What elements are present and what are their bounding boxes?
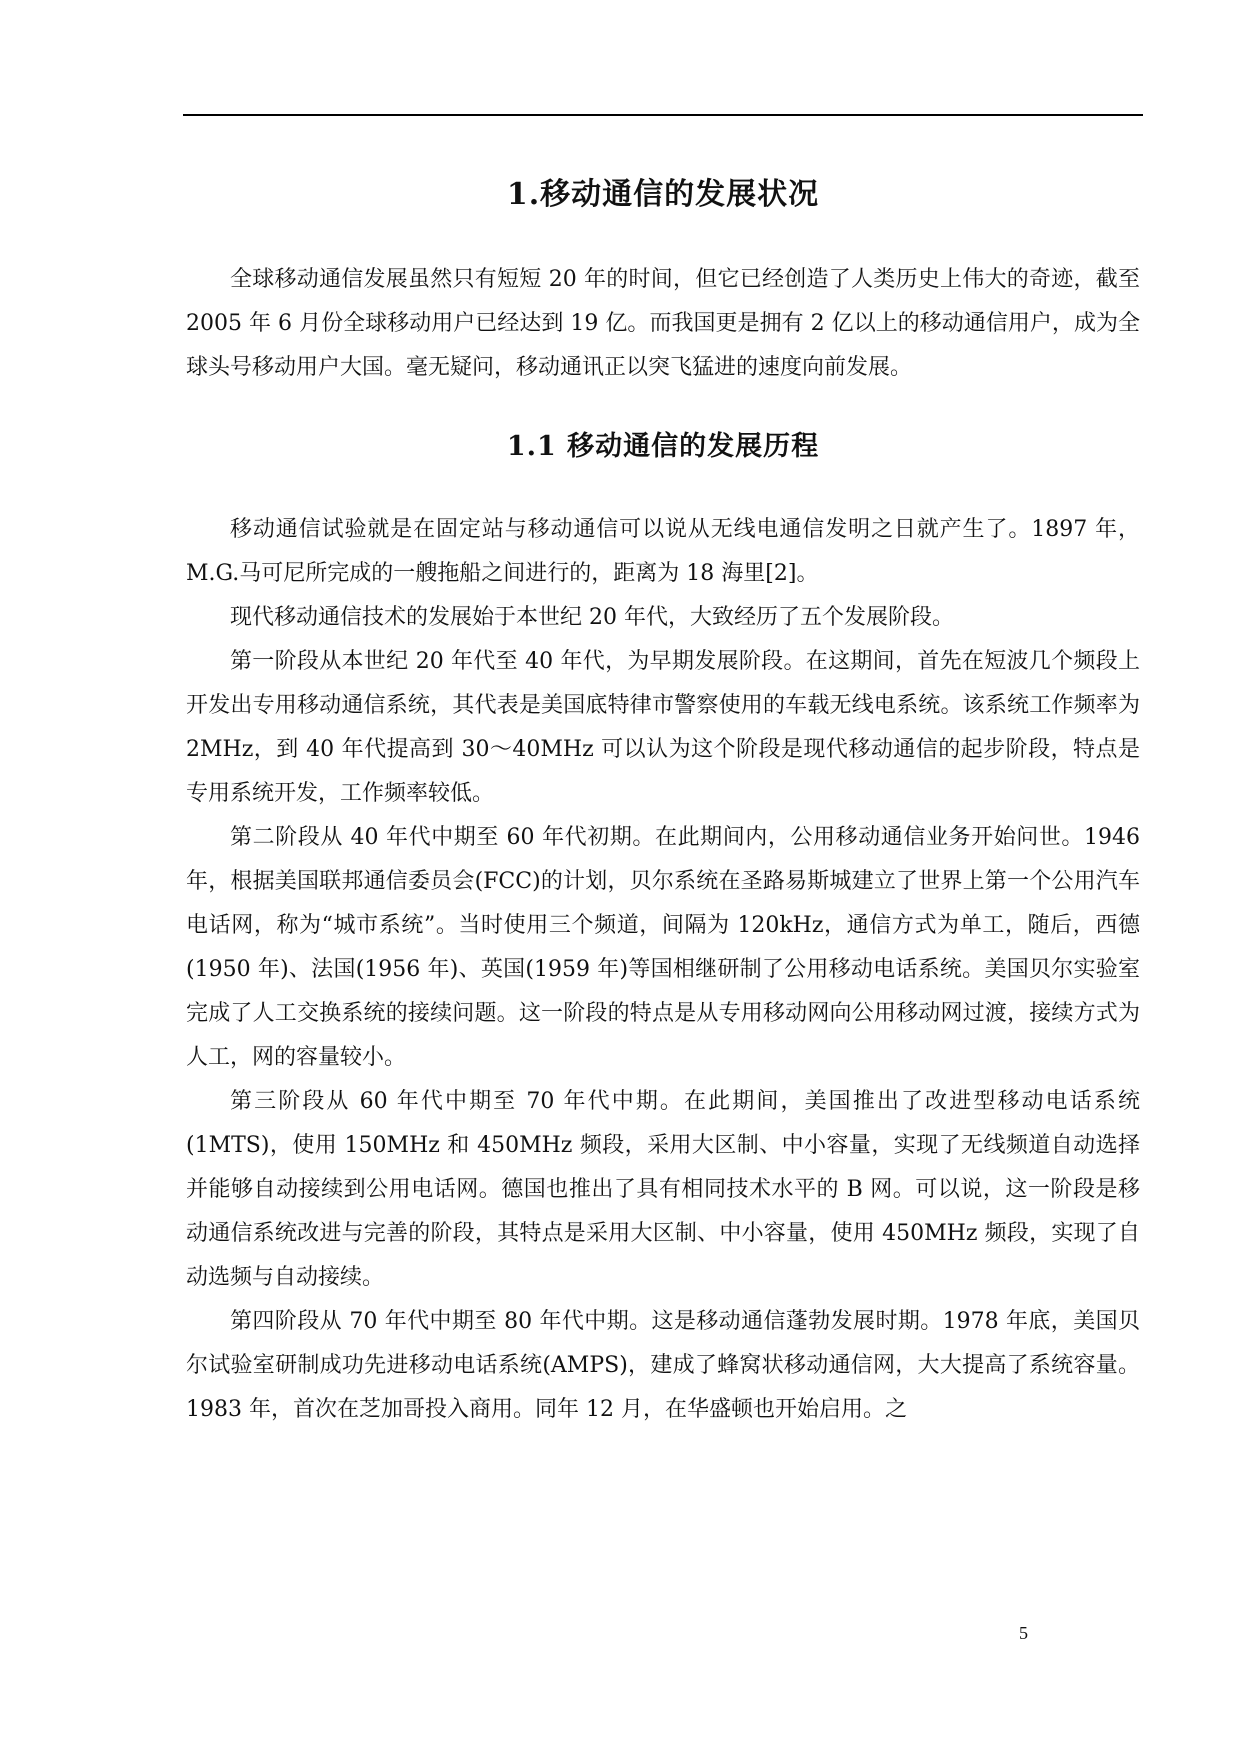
body-paragraph: 第二阶段从 40 年代中期至 60 年代初期。在此期间内，公用移动通信业务开始问世。1946 年，根据美国联邦通信委员会(FCC)的计划，贝尔系统在圣路易斯城建立了世界上第一个公用汽车电话网，称为“城市系统”。当时使用三个频道，间隔为 120kHz，通信方式为单工，随后，西德(1950 年)、法国(1956 年)、英国(1959 年)等国相继研制了公用移动电话系统。美国贝尔实验室完成了人工交换系统的接续问题。这一阶段的特点是从专用移动网向公用移动网过渡，接续方式为人工，网的容量较小。 xyxy=(186,825,1140,1070)
section-title: 1.1 移动通信的发展历程 xyxy=(506,431,820,462)
body-paragraph: 移动通信试验就是在固定站与移动通信可以说从无线电通信发明之日就产生了。1897 年，M.G.马可尼所完成的一艘拖船之间进行的，距离为 18 海里[2]。 xyxy=(186,517,1140,586)
body-paragraph: 第三阶段从 60 年代中期至 70 年代中期。在此期间，美国推出了改进型移动电话系统(1MTS)，使用 150MHz 和 450MHz 频段，采用大区制、中小容量，实现了无线频道自动选择并能够自动接续到公用电话网。德国也推出了具有相同技术水平的 B 网。可以说，这一阶段是移动通信系统改进与完善的阶段，其特点是采用大区制、中小容量，使用 450MHz 频段，实现了自动选频与自动接续。 xyxy=(186,1089,1140,1290)
chapter-title: 1.移动通信的发展状况 xyxy=(506,177,820,212)
body-paragraph: 第一阶段从本世纪 20 年代至 40 年代，为早期发展阶段。在这期间，首先在短波几个频段上开发出专用移动通信系统，其代表是美国底特律市警察使用的车载无线电系统。该系统工作频率为 2MHz，到 40 年代提高到 30～40MHz 可以认为这个阶段是现代移动通信的起步阶段，特点是专用系统开发，工作频率较低。 xyxy=(186,649,1140,806)
header-rule xyxy=(183,114,1143,116)
body-paragraph: 第四阶段从 70 年代中期至 80 年代中期。这是移动通信蓬勃发展时期。1978 年底，美国贝尔试验室研制成功先进移动电话系统(AMPS)，建成了蜂窝状移动通信网，大大提高了系统容量。1983 年，首次在芝加哥投入商用。同年 12 月，在华盛顿也开始启用。之 xyxy=(186,1309,1140,1422)
body-paragraph: 现代移动通信技术的发展始于本世纪 20 年代，大致经历了五个发展阶段。 xyxy=(230,605,954,630)
page-content xyxy=(186,160,1140,1432)
page-number: 5 xyxy=(1019,1623,1028,1643)
intro-paragraph: 全球移动通信发展虽然只有短短 20 年的时间，但它已经创造了人类历史上伟大的奇迹，截至 2005 年 6 月份全球移动用户已经达到 19 亿。而我国更是拥有 2 亿以上的移动通信用户，成为全球头号移动用户大国。毫无疑问，移动通讯正以突飞猛进的速度向前发展。 xyxy=(186,267,1140,380)
